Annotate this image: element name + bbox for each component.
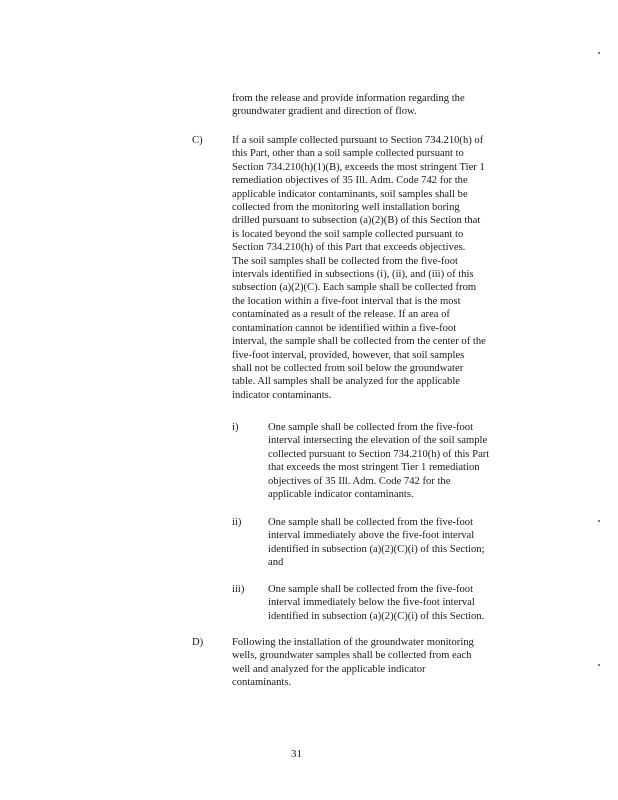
intro-line: from the release and provide information regarding the: [232, 93, 465, 104]
paragraph-line: and: [268, 557, 284, 569]
paragraph-line: Section 734.210(h)(1)(B), exceeds the most stringent Tier 1: [232, 161, 485, 173]
paragraph-line: Following the installation of the groundwater monitoring: [232, 637, 474, 648]
paragraph-line: indicator contaminants.: [232, 389, 332, 401]
item-d-label: D): [192, 637, 204, 648]
intro-line: groundwater gradient and direction of flow.: [232, 106, 417, 118]
paragraph-line: subsection (a)(2)(C). Each sample shall be collected from: [232, 282, 477, 294]
scan-speck: [598, 52, 600, 54]
paragraph-line: shall not be collected from soil below the groundwater: [232, 362, 464, 374]
paragraph-line: collected from the monitoring well installation boring: [232, 202, 460, 214]
paragraph-line: One sample shall be collected from the five-foot: [268, 584, 474, 595]
subitem-i-paragraph: [268, 421, 489, 501]
subitem-iii-paragraph: [268, 583, 484, 623]
subitem-i-label: i): [232, 422, 239, 433]
paragraph-line: interval immediately below the five-foot interval: [268, 597, 475, 609]
paragraph-line: applicable indicator contaminants.: [268, 489, 414, 501]
paragraph-line: contamination cannot be identified within a five-foot: [232, 322, 457, 334]
intro-continuation: [232, 92, 465, 119]
paragraph-line: One sample shall be collected from the five-foot: [268, 422, 474, 433]
paragraph-line: that exceeds the most stringent Tier 1 remediation: [268, 462, 480, 474]
item-c-label: C): [192, 135, 203, 146]
paragraph-line: intervals identified in subsections (i), (ii), and (iii) of this: [232, 269, 474, 281]
paragraph-line: collected pursuant to Section 734.210(h) of this Part: [268, 448, 490, 460]
item-d-paragraph: [232, 636, 474, 690]
subitem-ii-paragraph: [268, 516, 485, 570]
paragraph-line: objectives of 35 Ill. Adm. Code 742 for the: [268, 475, 451, 487]
paragraph-line: table. All samples shall be analyzed for the applicable: [232, 376, 460, 388]
paragraph-line: wells, groundwater samples shall be collected from each: [232, 650, 472, 662]
paragraph-line: well and analyzed for the applicable indicator: [232, 663, 426, 675]
paragraph-line: interval intersecting the elevation of the soil sample: [268, 435, 488, 447]
paragraph-line: One sample shall be collected from the five-foot: [268, 517, 474, 528]
subitem-ii-label: ii): [232, 517, 242, 528]
paragraph-line: interval immediately above the five-foot interval: [268, 530, 475, 542]
paragraph-line: the location within a five-foot interval that is the most: [232, 295, 461, 307]
scan-speck: [598, 664, 600, 666]
paragraph-line: interval, the sample shall be collected from the center of the: [232, 336, 486, 348]
scan-speck: [598, 520, 600, 522]
paragraph-line: identified in subsection (a)(2)(C)(i) of this Section;: [268, 543, 485, 555]
paragraph-line: If a soil sample collected pursuant to Section 734.210(h) of: [232, 135, 484, 146]
paragraph-line: The soil samples shall be collected from the five-foot: [232, 255, 458, 267]
paragraph-line: drilled pursuant to subsection (a)(2)(B) of this Section that: [232, 215, 481, 227]
paragraph-line: this Part, other than a soil sample collected pursuant to: [232, 148, 464, 160]
paragraph-line: identified in subsection (a)(2)(C)(i) of this Section.: [268, 610, 485, 622]
paragraph-line: five-foot interval, provided, however, that soil samples: [232, 349, 465, 361]
subitem-iii-label: iii): [232, 584, 245, 595]
paragraph-line: remediation objectives of 35 Ill. Adm. Code 742 for the: [232, 175, 468, 187]
paragraph-line: Section 734.210(h) of this Part that exceeds objectives.: [232, 242, 466, 254]
paragraph-line: applicable indicator contaminants, soil samples shall be: [232, 188, 468, 200]
paragraph-line: contaminants.: [232, 677, 292, 689]
paragraph-line: contaminated as a result of the release. If an area of: [232, 309, 450, 321]
paragraph-line: is located beyond the soil sample collected pursuant to: [232, 228, 464, 240]
page-number: 31: [291, 748, 302, 760]
item-c-paragraph: [232, 134, 486, 402]
